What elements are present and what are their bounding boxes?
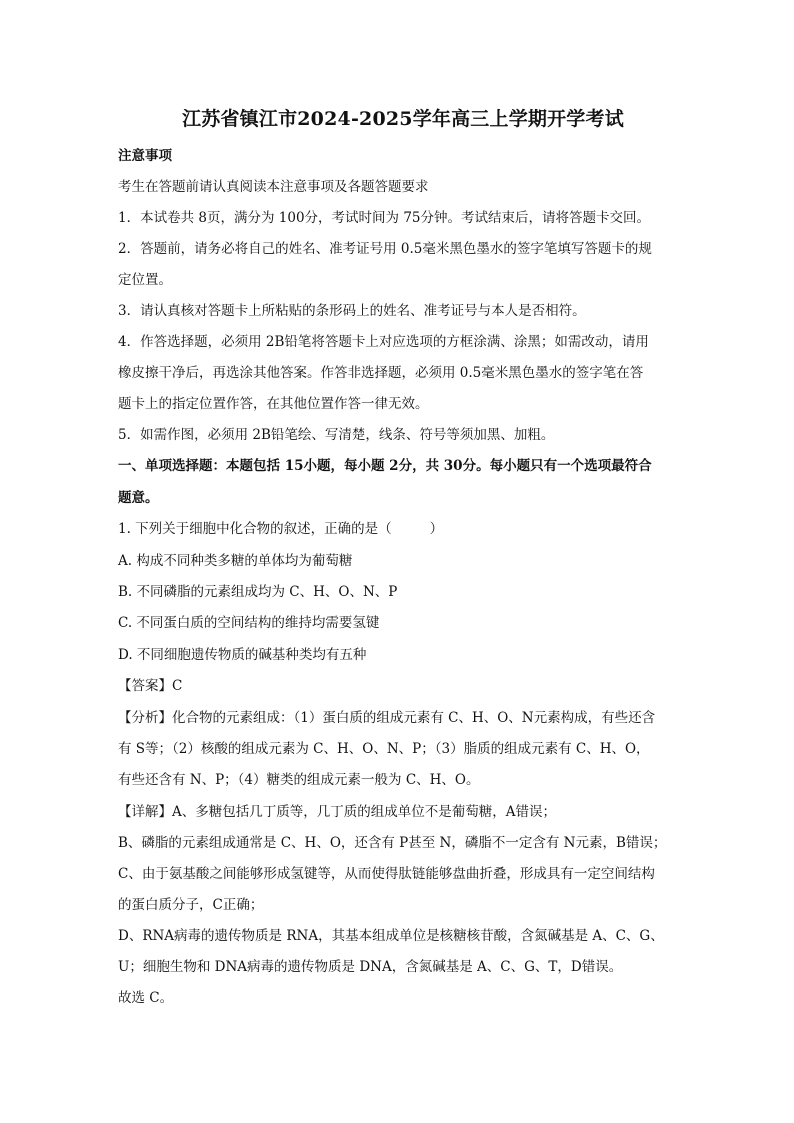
section-heading-line-1: 一、单项选择题：本题包括 15小题，每小题 2分，共 30分。每小题只有一个选项最符合 [118, 458, 652, 474]
question-1-option-a: A. 构成不同种类多糖的单体均为葡萄糖 [118, 553, 353, 569]
question-1-stem [118, 519, 443, 539]
analysis-line-3: 有些还含有 N、P；（4）糖类的组成元素一般为 C、H、O。 [118, 772, 480, 788]
notice-heading: 注意事项 [118, 148, 172, 164]
notice-item-5: 5．如需作图，必须用 2B铅笔绘、写清楚，线条、符号等须加黑、加粗。 [118, 427, 555, 443]
question-1-stem-text: 1. 下列关于细胞中化合物的叙述，正确的是（ [118, 521, 392, 537]
detail-line-4: 的蛋白质分子，C正确； [118, 897, 264, 913]
detail-line-1: 【详解】A、多糖包括几丁质等，几丁质的组成单位不是葡萄糖，A错误； [118, 804, 556, 820]
answer-line: 【答案】C [118, 678, 183, 694]
question-1-option-d: D. 不同细胞遗传物质的碱基种类均有五种 [118, 647, 367, 663]
question-1-option-b: B. 不同磷脂的元素组成均为 C、H、O、N、P [118, 584, 398, 600]
question-1-stem-close: ） [429, 521, 444, 537]
detail-line-2: B、磷脂的元素组成通常是 C、H、O，还含有 P甚至 N，磷脂不一定含有 N元素，B错误； [118, 835, 667, 851]
detail-line-3: C、由于氨基酸之间能够形成氢键等，从而使得肽链能够盘曲折叠，形成具有一定空间结构 [118, 866, 655, 882]
conclusion-line: 故选 C。 [118, 990, 174, 1006]
notice-item-2-line-1: 2．答题前，请务必将自己的姓名、准考证号用 0.5毫米黑色墨水的签字笔填写答题卡的规 [118, 241, 652, 257]
notice-item-4-line-1: 4．作答选择题，必须用 2B铅笔将答题卡上对应选项的方框涂满、涂黑；如需改动，请用 [118, 334, 649, 350]
analysis-line-1: 【分析】化合物的元素组成：（1）蛋白质的组成元素有 C、H、O、N元素构成，有些还含 [118, 710, 656, 726]
section-heading-line-2: 题意。 [118, 490, 159, 506]
notice-intro: 考生在答题前请认真阅读本注意事项及各题答题要求 [118, 179, 429, 195]
notice-item-2-line-2: 定位置。 [118, 272, 172, 288]
analysis-line-2: 有 S等；（2）核酸的组成元素为 C、H、O、N、P；（3）脂质的组成元素有 C、H、O， [118, 741, 650, 757]
notice-item-1: 1．本试卷共 8页，满分为 100分，考试时间为 75分钟。考试结束后，请将答题卡交回。 [118, 210, 650, 226]
detail-line-6: U；细胞生物和 DNA病毒的遗传物质是 DNA，含氮碱基是 A、C、G、T，D错误。 [118, 959, 623, 975]
notice-item-4-line-2: 橡皮擦干净后，再选涂其他答案。作答非选择题，必须用 0.5毫米黑色墨水的签字笔在答 [118, 365, 644, 381]
notice-item-3: 3．请认真核对答题卡上所粘贴的条形码上的姓名、准考证号与本人是否相符。 [118, 303, 586, 319]
question-1-option-c: C. 不同蛋白质的空间结构的维持均需要氢键 [118, 615, 380, 631]
detail-line-5: D、RNA病毒的遗传物质是 RNA，其基本组成单位是核糖核苷酸，含氮碱基是 A、C、G、 [118, 928, 664, 944]
exam-title: 江苏省镇江市2024-2025学年高三上学期开学考试 [182, 108, 624, 130]
notice-item-4-line-3: 题卡上的指定位置作答，在其他位置作答一律无效。 [118, 396, 429, 412]
